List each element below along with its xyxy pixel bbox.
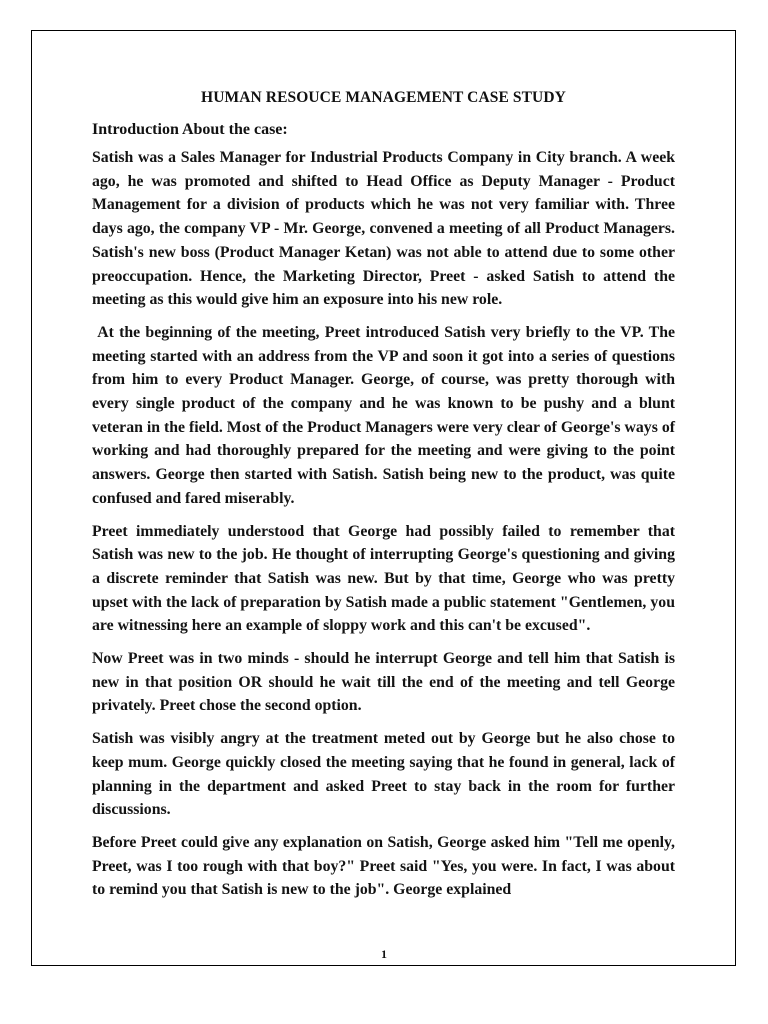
paragraph: Now Preet was in two minds - should he interrupt George and tell him that Satish is new in that position OR should he wait till the end of the meeting and tell George privately. Preet chose the second option. — [92, 650, 675, 715]
paragraph: Preet immediately understood that George had possibly failed to remember that Satish was new to the job. He thought of interrupting George's questioning and giving a discrete reminder that Satish was new. But by that time, George who was pretty upset with the lack of preparation by Satish made a public statement "Gentlemen, you are witnessing here an example of sloppy work and this can't be excused". — [92, 522, 675, 635]
intro-heading: Introduction About the case: — [92, 121, 288, 138]
paragraph: Satish was a Sales Manager for Industrial Products Company in City branch. A week ago, he was promoted and shifted to Head Office as Deputy Manager - Product Management for a division of products which he was not very familiar with. Three days ago, the company VP - Mr. George, convened a meeting of all Product Managers. Satish's new boss (Product Manager Ketan) was not able to attend due to some other preoccupation. Hence, the Marketing Director, Preet - asked Satish to attend the meeting as this would give him an exposure into his new role. — [92, 149, 675, 309]
document-title: HUMAN RESOUCE MANAGEMENT CASE STUDY — [201, 89, 566, 106]
page-number: 1 — [381, 947, 387, 961]
document-body — [92, 87, 675, 902]
paragraph: Before Preet could give any explanation on Satish, George asked him "Tell me openly, Preet, was I too rough with that boy?" Preet said "Yes, you were. In fact, I was about to remind you that Satish is new to the job". George explained — [92, 833, 675, 899]
paragraph: Satish was visibly angry at the treatment meted out by George but he also chose to keep mum. George quickly closed the meeting saying that he found in general, lack of planning in the department and asked Preet to stay back in the room for further discussions. — [92, 730, 675, 819]
paragraph: At the beginning of the meeting, Preet introduced Satish very briefly to the VP. The meeting started with an address from the VP and soon it got into a series of questions from him to every Product Manager. George, of course, was pretty thorough with every single product of the company and he was known to be pushy and a blunt veteran in the field. Most of the Product Managers were very clear of George's ways of working and had thoroughly prepared for the meeting and were giving to the point answers. George then started with Satish. Satish being new to the product, was quite confused and fared miserably. — [92, 323, 675, 507]
